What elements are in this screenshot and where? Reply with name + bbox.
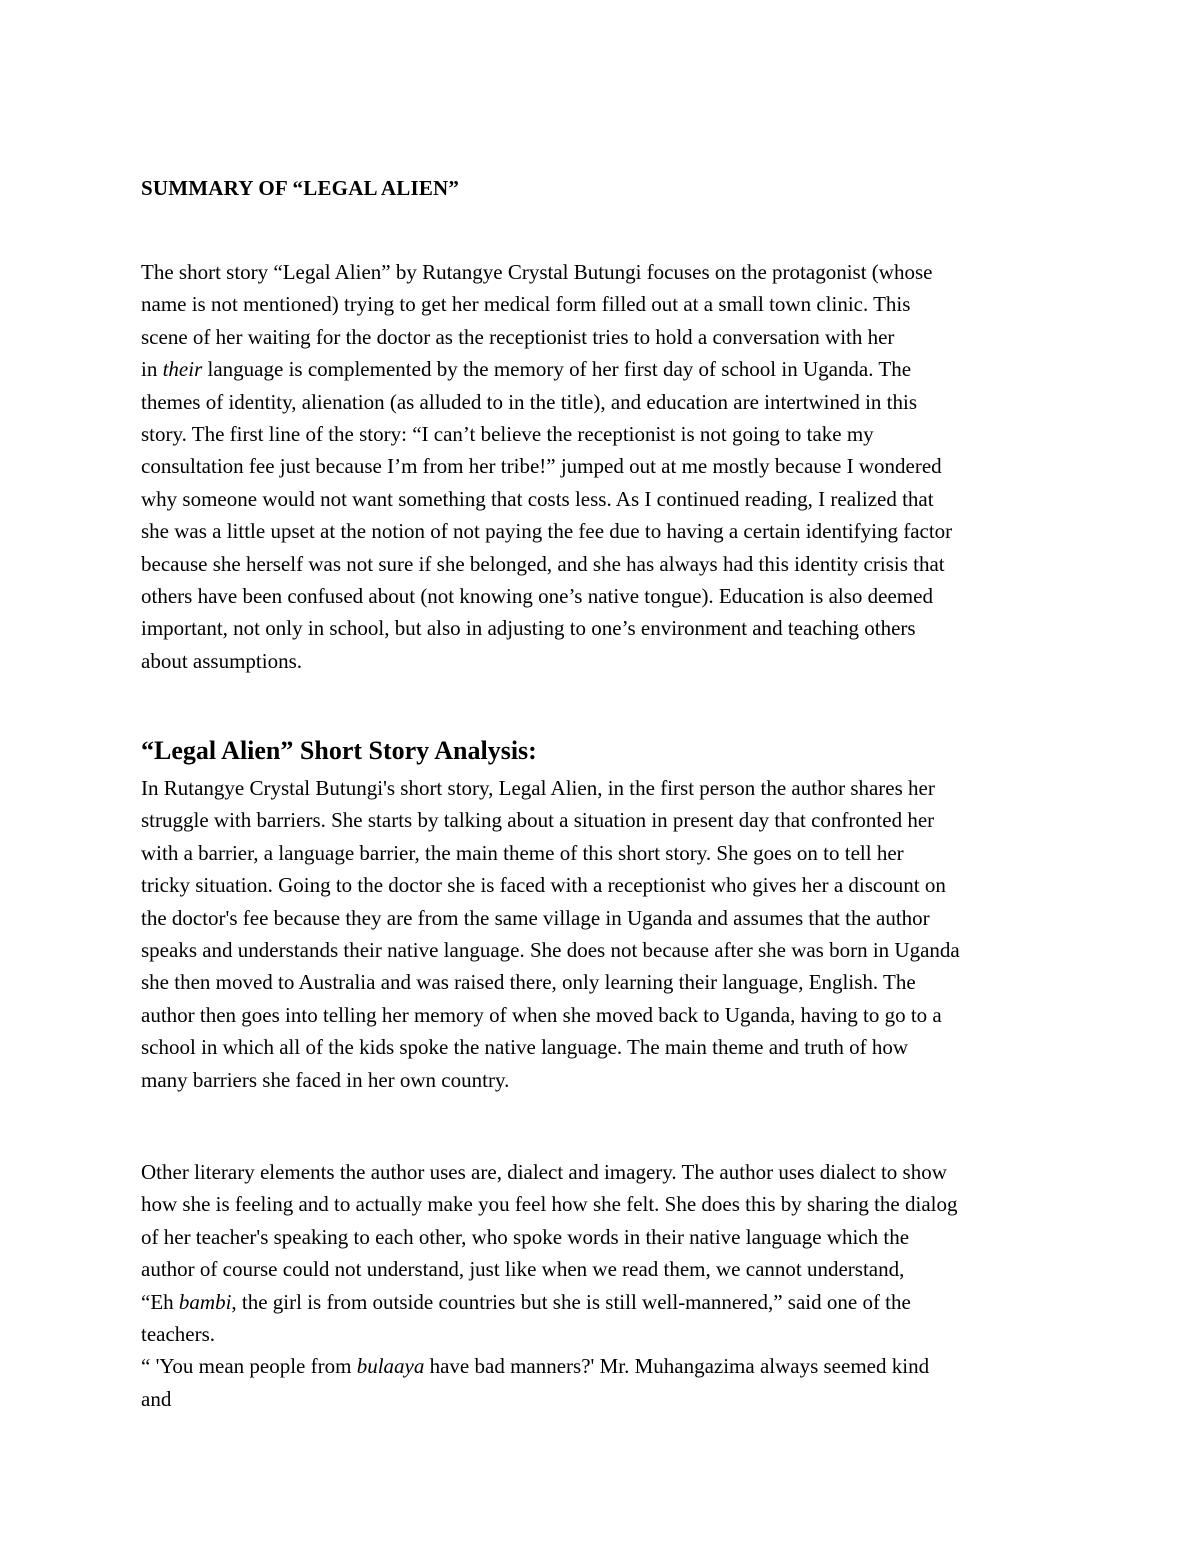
text-run: in [141, 357, 163, 382]
text-line [141, 902, 1071, 934]
text-line [141, 966, 1071, 998]
italic-run: bulaaya [356, 1354, 425, 1379]
text-run: with a barrier, a language barrier, the main theme of this short story. She goes on to tell her [141, 840, 904, 865]
text-line [141, 256, 1071, 288]
text-run: speaks and understands their native language. She does not because after she was born in Uganda [141, 937, 960, 962]
text-run: language is complemented by the memory of her first day of school in Uganda. The [202, 357, 912, 382]
text-line [141, 321, 1071, 353]
text-run: others have been confused about (not knowing one’s native tongue). Education is also deemed [141, 583, 933, 608]
text-line [141, 612, 1071, 644]
text-line [141, 837, 1071, 869]
text-line [141, 483, 1071, 515]
analysis-paragraph [141, 772, 1071, 1096]
text-run: the doctor's fee because they are from the same village in Uganda and assumes that the author [141, 905, 930, 930]
text-line [141, 1383, 1071, 1415]
summary-paragraph [141, 256, 1071, 677]
text-line [141, 1221, 1071, 1253]
text-run: of her teacher's speaking to each other, who spoke words in their native language which the [141, 1224, 910, 1249]
text-run: author then goes into telling her memory of when she moved back to Uganda, having to go to a [141, 1002, 942, 1027]
text-line [141, 999, 1071, 1031]
text-run: story. The first line of the story: “I can’t believe the receptionist is not going to take my [141, 421, 874, 446]
text-line [141, 1350, 1071, 1382]
text-run: have bad manners?' Mr. Muhangazima always seemed kind [424, 1354, 930, 1379]
literary-elements-paragraph [141, 1156, 1071, 1415]
text-line [141, 869, 1071, 901]
text-run: “Eh [141, 1289, 179, 1314]
text-line [141, 772, 1071, 804]
text-run: and [141, 1386, 172, 1411]
text-run: how she is feeling and to actually make you feel how she felt. She does this by sharing the dialog [141, 1192, 958, 1217]
text-run: important, not only in school, but also in adjusting to one’s environment and teaching others [141, 616, 916, 641]
text-line [141, 1188, 1071, 1220]
italic-run: their [162, 357, 203, 382]
text-line [141, 418, 1071, 450]
text-run: themes of identity, alienation (as alluded to in the title), and education are intertwined in this [141, 389, 917, 414]
text-line [141, 450, 1071, 482]
text-run: “ 'You mean people from [141, 1354, 357, 1379]
text-line [141, 1253, 1071, 1285]
text-run: In Rutangye Crystal Butungi's short story, Legal Alien, in the first person the author shares her [141, 776, 935, 800]
text-run: why someone would not want something that costs less. As I continued reading, I realized that [141, 486, 934, 511]
text-line [141, 1064, 1071, 1096]
text-run: she was a little upset at the notion of not paying the fee due to having a certain identifying factor [141, 519, 953, 544]
text-run: name is not mentioned) trying to get her medical form filled out at a small town clinic. This [141, 292, 911, 317]
text-line [141, 645, 1071, 677]
analysis-heading: “Legal Alien” Short Story Analysis: [141, 736, 537, 765]
text-run: The short story “Legal Alien” by Rutangye Crystal Butungi focuses on the protagonist (whose [141, 260, 933, 284]
text-run: tricky situation. Going to the doctor she is faced with a receptionist who gives her a discount on [141, 873, 946, 898]
text-line [141, 288, 1071, 320]
text-line [141, 580, 1071, 612]
text-line [141, 1318, 1071, 1350]
text-line [141, 386, 1071, 418]
text-line [141, 1031, 1071, 1063]
text-line [141, 548, 1071, 580]
text-run: because she herself was not sure if she belonged, and she has always had this identity crisis that [141, 551, 945, 576]
text-line [141, 804, 1071, 836]
text-run: , the girl is from outside countries but she is still well-mannered,” said one of the [231, 1289, 911, 1314]
document-title: SUMMARY OF “LEGAL ALIEN” [141, 176, 460, 200]
text-line [141, 515, 1071, 547]
text-run: consultation fee just because I’m from her tribe!” jumped out at me mostly because I wondered [141, 454, 942, 479]
text-run: author of course could not understand, just like when we read them, we cannot understand, [141, 1257, 905, 1282]
text-run: about assumptions. [141, 648, 302, 673]
text-run: Other literary elements the author uses are, dialect and imagery. The author uses dialect to show [141, 1160, 947, 1184]
text-line [141, 1286, 1071, 1318]
text-run: teachers. [141, 1321, 216, 1346]
text-line [141, 934, 1071, 966]
text-run: school in which all of the kids spoke the native language. The main theme and truth of how [141, 1035, 909, 1060]
text-run: she then moved to Australia and was raised there, only learning their language, English. The [141, 970, 916, 995]
text-run: struggle with barriers. She starts by talking about a situation in present day that confronted her [141, 808, 935, 833]
text-run: many barriers she faced in her own country. [141, 1067, 510, 1092]
text-run: scene of her waiting for the doctor as the receptionist tries to hold a conversation with her [141, 324, 895, 349]
text-line [141, 1156, 1071, 1188]
italic-run: bambi [178, 1289, 232, 1314]
text-line [141, 353, 1071, 385]
